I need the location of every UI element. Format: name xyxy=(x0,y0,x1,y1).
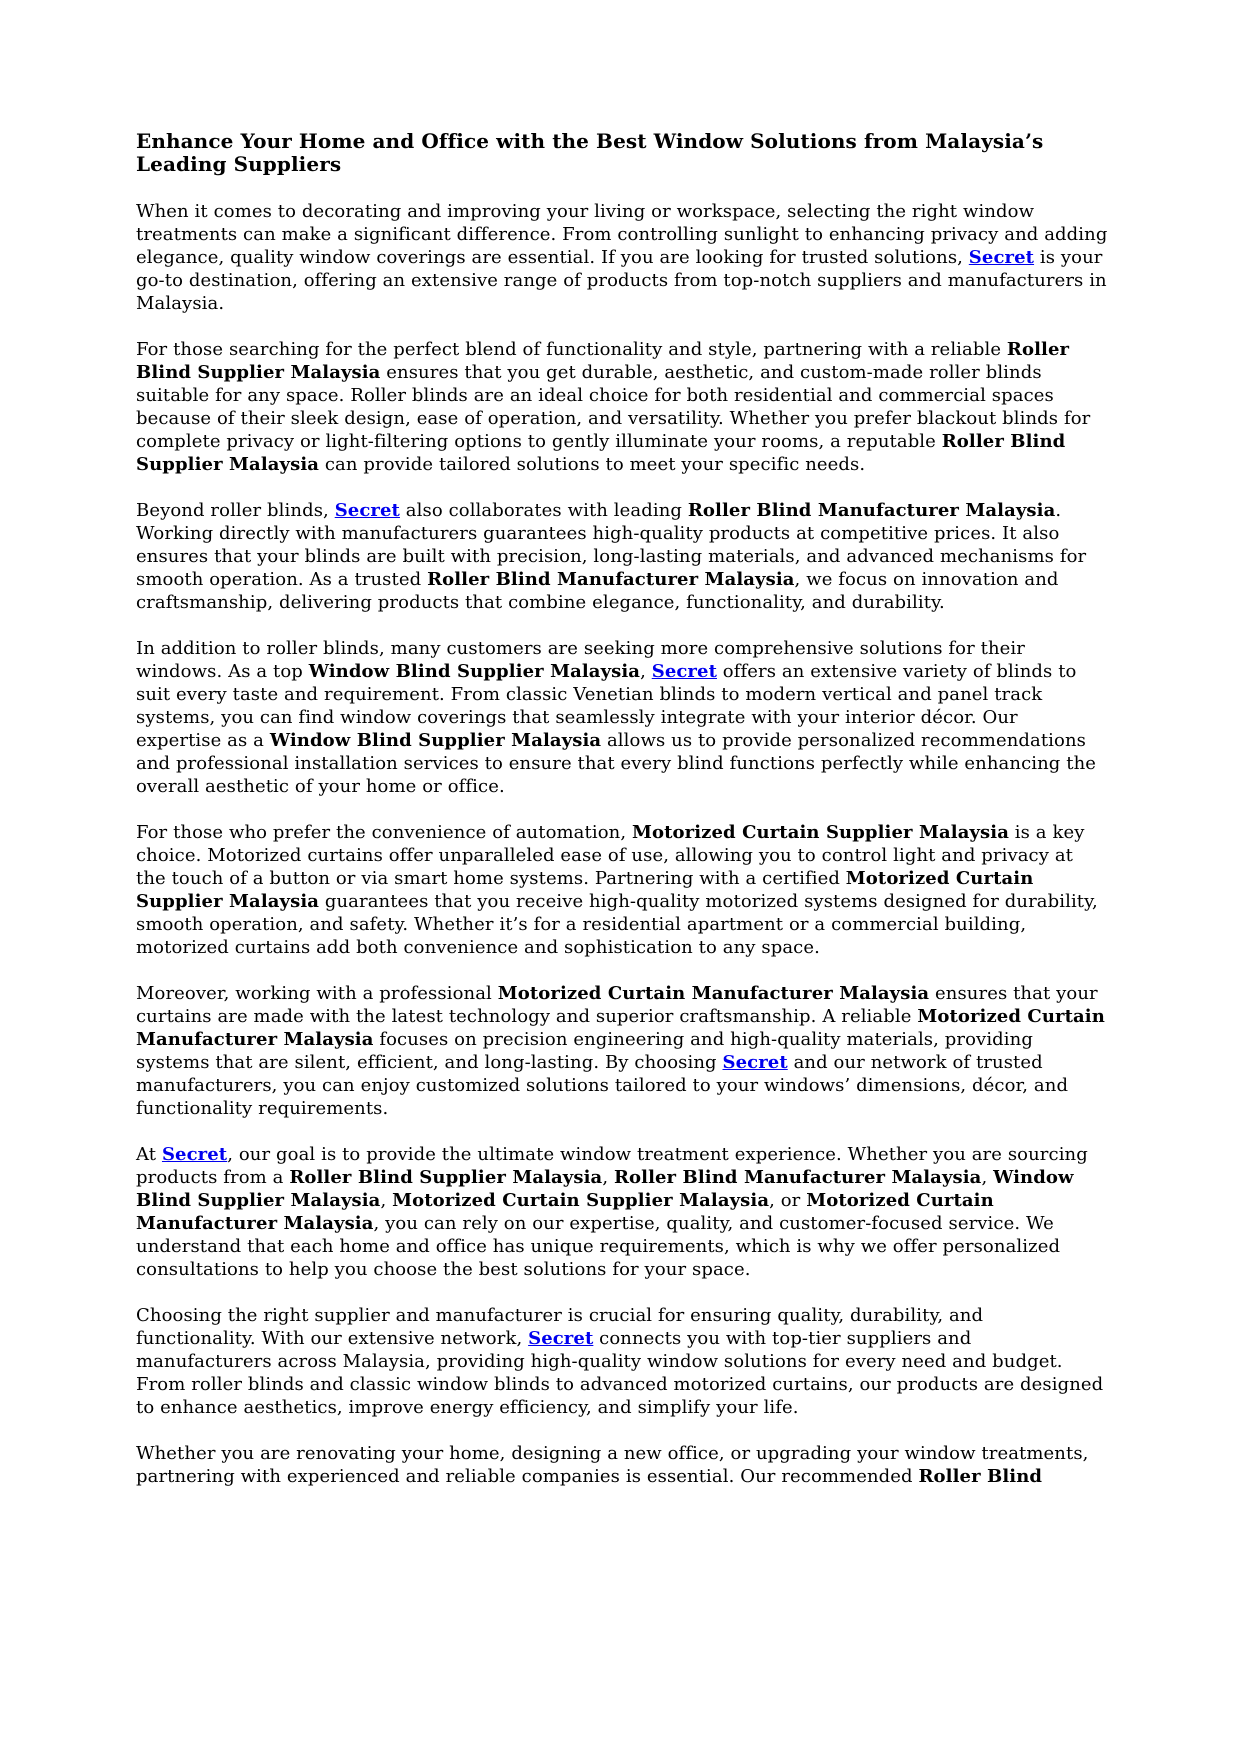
bold-keyword: Window Blind Supplier Malaysia xyxy=(136,1167,1074,1211)
body-text: Beyond roller blinds, xyxy=(136,500,335,521)
paragraph xyxy=(136,982,1108,1120)
paragraph xyxy=(136,200,1108,315)
body-text: Moreover, working with a professional xyxy=(136,983,498,1004)
bold-keyword: Motorized Curtain Manufacturer Malaysia xyxy=(136,1190,994,1234)
bold-keyword: Roller Blind Supplier Malaysia xyxy=(136,339,1070,383)
bold-keyword: Roller Blind Manufacturer Malaysia xyxy=(613,1167,982,1188)
bold-keyword: Roller Blind xyxy=(918,1466,1043,1487)
bold-keyword: Roller Blind Manufacturer Malaysia xyxy=(687,500,1056,521)
page-title: Enhance Your Home and Office with the Best Window Solutions from Malaysia’s Leading Suppliers xyxy=(136,129,1044,176)
secret-link[interactable]: Secret xyxy=(968,247,1035,268)
paragraph xyxy=(136,499,1108,614)
document-body xyxy=(136,200,1108,1488)
body-text: In addition to roller blinds, many customers are seeking more comprehensive solutions for their windows. As a top xyxy=(136,638,1025,682)
paragraph xyxy=(136,1143,1108,1281)
body-text: connects you with top-tier suppliers and manufacturers across Malaysia, providing high-quality window solutions for every need and budget. From roller blinds and classic window blinds to advanced motorized curtains, our products are designed to enhance aesthetics, improve energy efficiency, and simplify your life. xyxy=(136,1328,1104,1418)
secret-link[interactable]: Secret xyxy=(161,1144,228,1165)
body-text: is a key choice. Motorized curtains offer unparalleled ease of use, allowing you to control light and privacy at the touch of a button or via smart home systems. Partnering with a certified xyxy=(136,822,1085,889)
body-text: ensures that your curtains are made with the latest technology and superior craftsmanship. A reliable xyxy=(136,983,1098,1027)
paragraph xyxy=(136,821,1108,959)
body-text: allows us to provide personalized recommendations and professional installation services to ensure that every blind functions perfectly while enhancing the overall aesthetic of your home or office. xyxy=(136,730,1097,797)
body-text: Whether you are renovating your home, designing a new office, or upgrading your window treatments, partnering with experienced and reliable companies is essential. Our recommended xyxy=(136,1443,1089,1487)
bold-keyword: Motorized Curtain Manufacturer Malaysia xyxy=(497,983,930,1004)
bold-keyword: Roller Blind Manufacturer Malaysia xyxy=(427,569,795,590)
body-text: is your go-to destination, offering an extensive range of products from top-notch suppliers and manufacturers in Malaysia. xyxy=(136,247,1107,314)
paragraph xyxy=(136,1304,1108,1419)
body-text: , xyxy=(602,1167,614,1188)
paragraph xyxy=(136,637,1108,798)
secret-link[interactable]: Secret xyxy=(722,1052,788,1073)
body-text: , you can rely on our expertise, quality, and customer-focused service. We understand that each home and office has unique requirements, which is why we offer personalized consultations to help you choose the best solutions for your space. xyxy=(136,1213,1061,1280)
body-text: For those searching for the perfect blend of functionality and style, partnering with a reliable xyxy=(136,339,1007,360)
body-text: offers an extensive variety of blinds to suit every taste and requirement. From classic Venetian blinds to modern vertical and panel track systems, you can find window coverings that seamlessly integrate with your interior décor. Our expertise as a xyxy=(136,661,1077,751)
bold-keyword: Window Blind Supplier Malaysia xyxy=(308,661,641,682)
bold-keyword: Motorized Curtain Supplier Malaysia xyxy=(136,868,1034,912)
bold-keyword: Roller Blind Supplier Malaysia xyxy=(289,1167,603,1188)
body-text: , we focus on innovation and craftsmanship, delivering products that combine elegance, functionality, and durability. xyxy=(136,569,1059,613)
bold-keyword: Motorized Curtain Supplier Malaysia xyxy=(631,822,1009,843)
bold-keyword: Motorized Curtain Supplier Malaysia xyxy=(392,1190,770,1211)
paragraph xyxy=(136,338,1108,476)
bold-keyword: Window Blind Supplier Malaysia xyxy=(269,730,602,751)
body-text: , our goal is to provide the ultimate window treatment experience. Whether you are sourcing products from a xyxy=(136,1144,1088,1188)
secret-link[interactable]: Secret xyxy=(334,500,400,521)
secret-link[interactable]: Secret xyxy=(651,661,717,682)
paragraph xyxy=(136,1442,1108,1488)
body-text: At xyxy=(136,1144,162,1165)
body-text: , xyxy=(380,1190,393,1211)
body-text: guarantees that you receive high-quality motorized systems designed for durability, smooth operation, and safety. Whether it’s for a residential apartment or a commercial building, motorized curtains add both convenience and sophistication to any space. xyxy=(136,891,1098,958)
body-text: focuses on precision engineering and high-quality materials, providing systems that are silent, efficient, and long-lasting. By choosing xyxy=(136,1029,1033,1073)
document-page xyxy=(136,130,1108,1511)
secret-link[interactable]: Secret xyxy=(528,1328,594,1349)
bold-keyword: Roller Blind Supplier Malaysia xyxy=(136,431,1066,475)
body-text: , xyxy=(981,1167,994,1188)
body-text: also collaborates with leading xyxy=(399,500,688,521)
body-text: Choosing the right supplier and manufacturer is crucial for ensuring quality, durability, and functionality. With our extensive network, xyxy=(136,1305,984,1349)
body-text: and our network of trusted manufacturers, you can enjoy customized solutions tailored to your windows’ dimensions, décor, and functionality requirements. xyxy=(136,1052,1069,1119)
body-text: When it comes to decorating and improving your living or workspace, selecting the right window treatments can make a significant difference. From controlling sunlight to enhancing privacy and adding elegance, quality window coverings are essential. If you are looking for trusted solutions, xyxy=(136,201,1108,268)
body-text: can provide tailored solutions to meet your specific needs. xyxy=(319,454,866,475)
bold-keyword: Motorized Curtain Manufacturer Malaysia xyxy=(136,1006,1105,1050)
body-text: ensures that you get durable, aesthetic, and custom-made roller blinds suitable for any space. Roller blinds are an ideal choice for both residential and commercial spaces because of their sleek design, ease of operation, and versatility. Whether you prefer blackout blinds for complete privacy or light-filtering options to gently illuminate your rooms, a reputable xyxy=(136,362,1091,452)
body-text: For those who prefer the convenience of automation, xyxy=(136,822,632,843)
body-text: , or xyxy=(769,1190,807,1211)
body-text: . Working directly with manufacturers guarantees high-quality products at competitive prices. It also ensures that your blinds are built with precision, long-lasting materials, and advanced mechanisms for smooth operation. As a trusted xyxy=(136,500,1087,590)
body-text: , xyxy=(640,661,652,682)
